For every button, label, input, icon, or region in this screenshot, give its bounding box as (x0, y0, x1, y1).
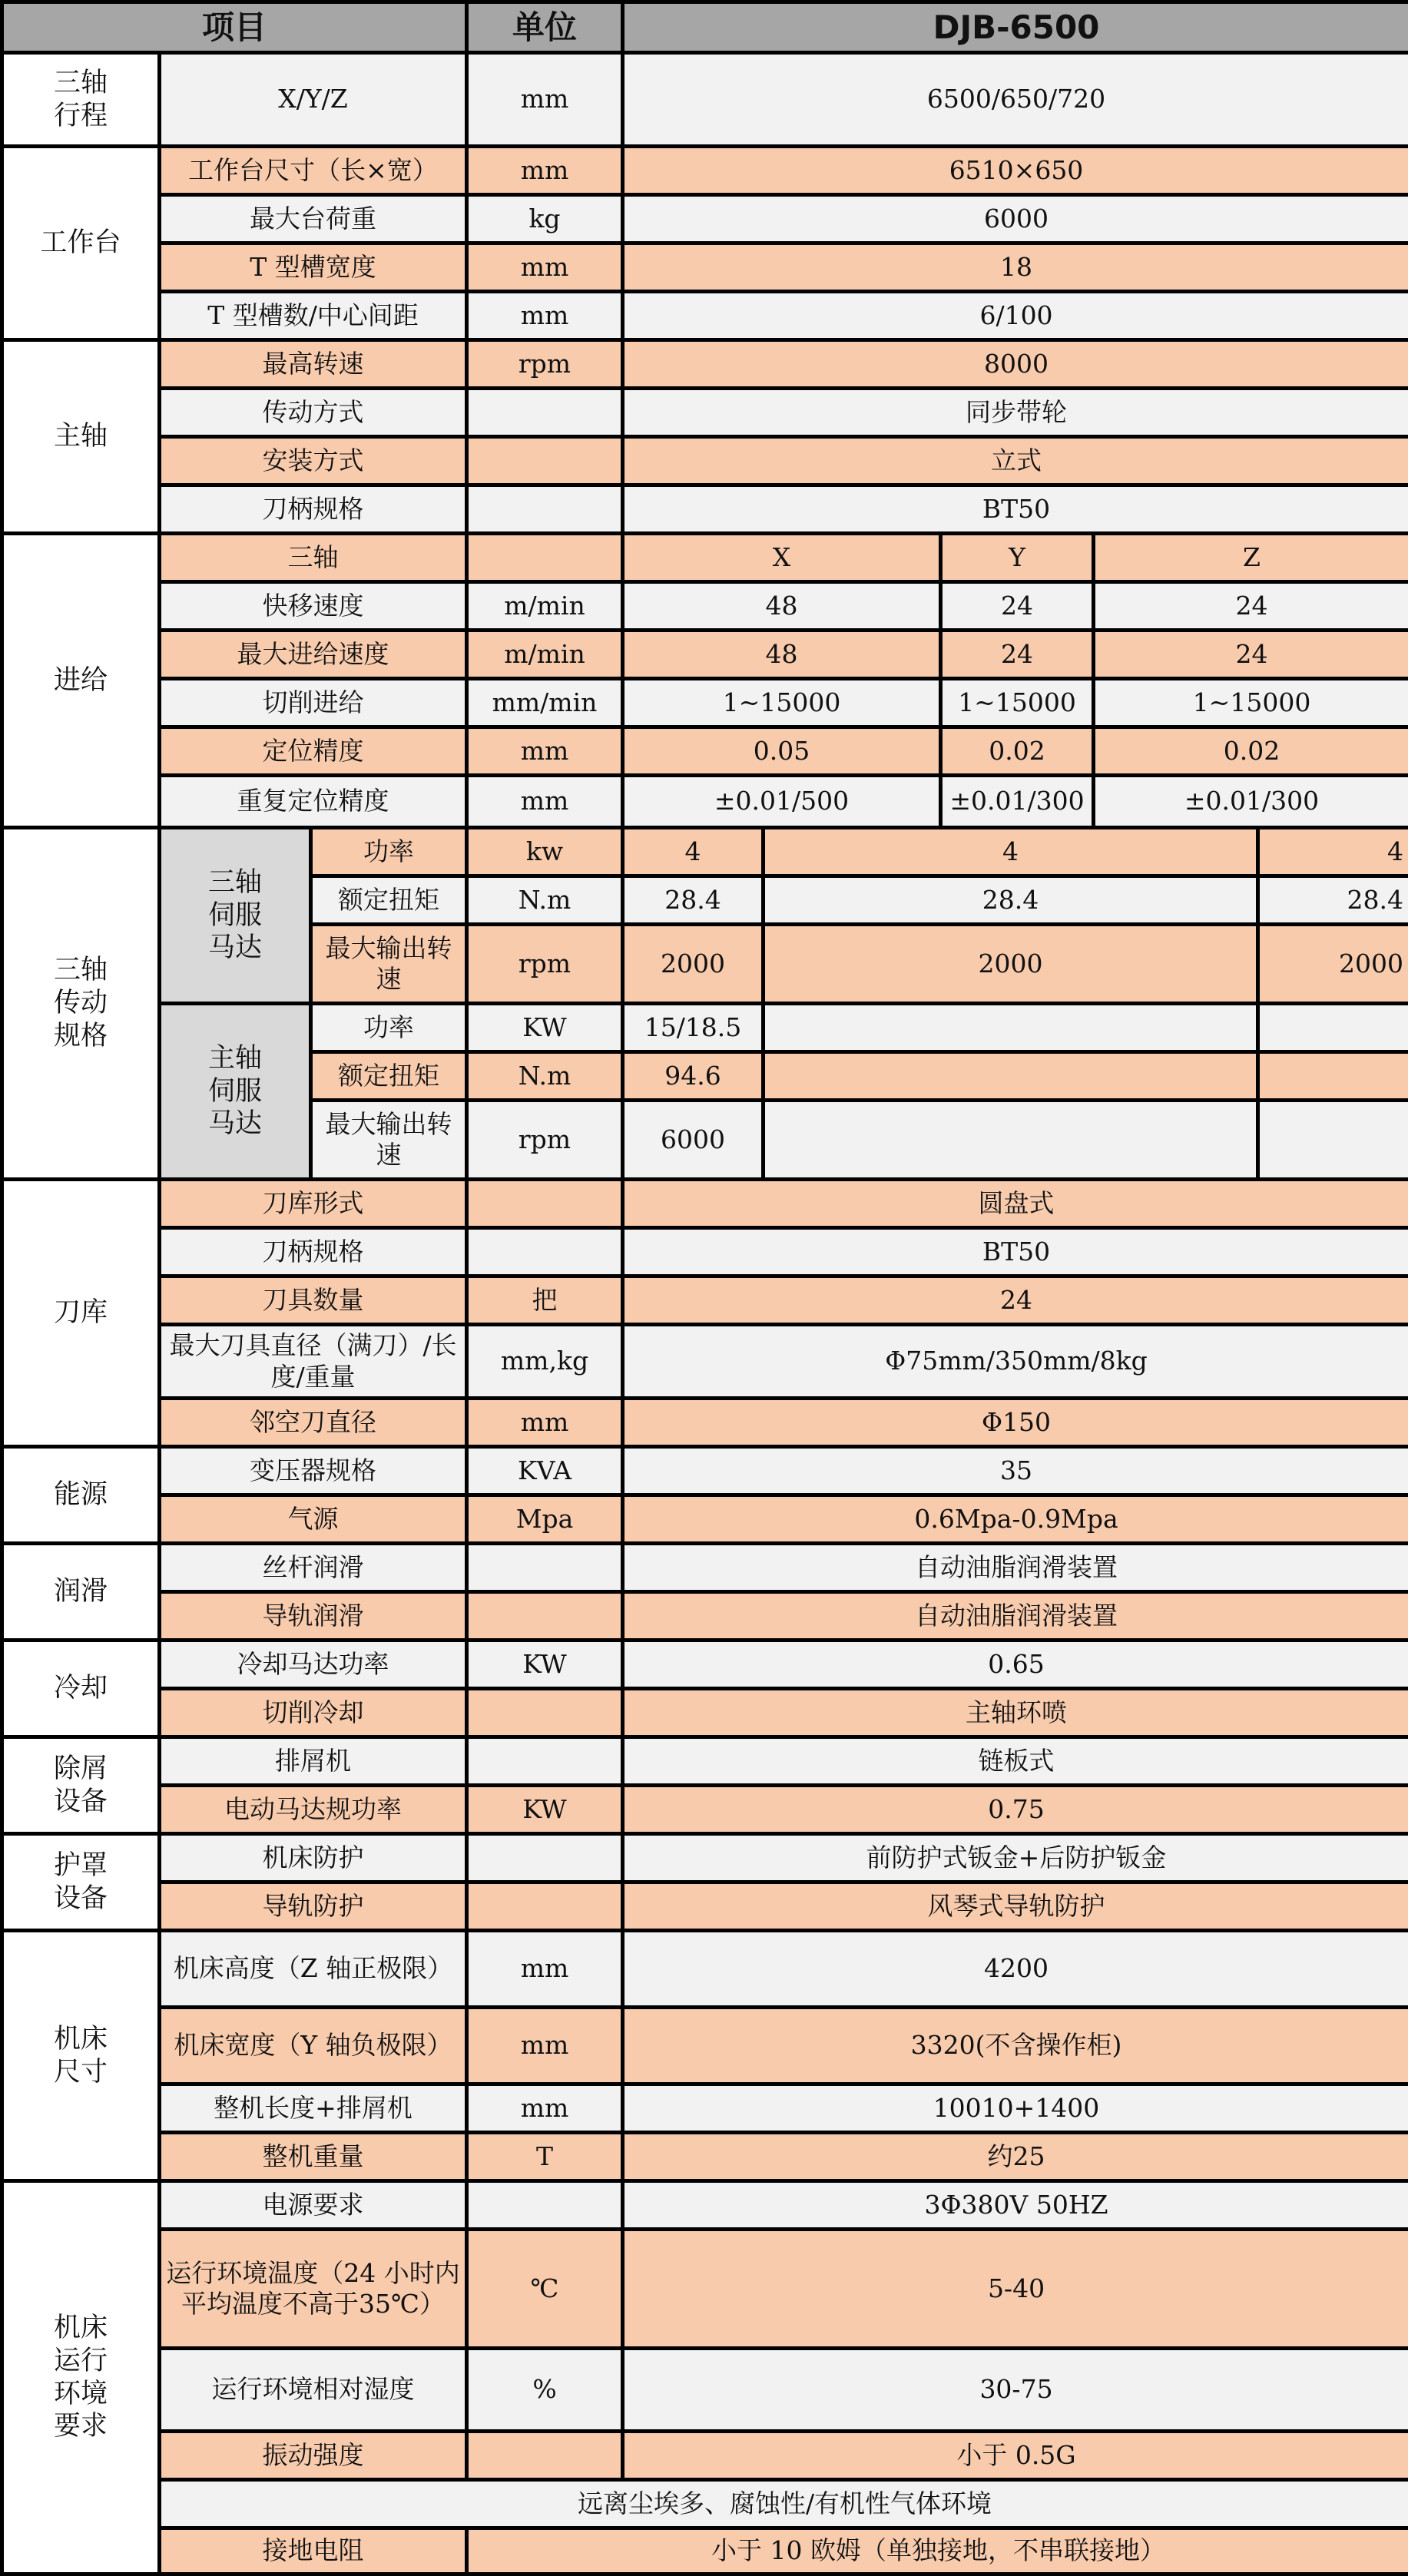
header-item: 项目 (2, 2, 467, 53)
axis-x-label: X (623, 534, 941, 582)
item-cell: 切削冷却 (160, 1689, 467, 1737)
table-row (2, 437, 1408, 485)
value-cell: 28.4 (1258, 876, 1408, 925)
unit-cell: mm (467, 53, 623, 147)
item-cell: 最大台荷重 (160, 195, 467, 243)
value-cell: 24 (941, 631, 1094, 679)
unit-cell: KW (467, 1004, 623, 1052)
table-row (2, 1399, 1408, 1447)
category-environment: 机床 运行 环境 要求 (2, 2181, 160, 2574)
value-cell: 0.65 (623, 1641, 1408, 1689)
unit-cell: ℃ (467, 2230, 623, 2349)
table-row (2, 2084, 1408, 2133)
value-cell: 6510×650 (623, 147, 1408, 195)
value-cell: Φ75mm/350mm/8kg (623, 1325, 1408, 1399)
table-row (2, 2349, 1408, 2432)
table-row (2, 389, 1408, 437)
header-model: DJB-6500 (623, 2, 1408, 53)
item-cell: T 型槽数/中心间距 (160, 292, 467, 340)
unit-cell: mm (467, 1399, 623, 1447)
empty-cell (1258, 1004, 1408, 1052)
item-cell: 定位精度 (160, 727, 467, 776)
environment-note: 远离尘埃多、腐蚀性/有机性气体环境 (160, 2480, 1408, 2528)
item-cell: 邻空刀直径 (160, 1399, 467, 1447)
item-cell: 排屑机 (160, 1737, 467, 1786)
unit-cell (467, 534, 623, 582)
unit-cell: N.m (467, 876, 623, 925)
item-cell: 导轨防护 (160, 1882, 467, 1931)
value-cell: 48 (623, 582, 941, 631)
item-cell: 接地电阻 (160, 2528, 467, 2574)
table-row (2, 1447, 1408, 1495)
value-cell: BT50 (623, 1228, 1408, 1276)
value-cell: BT50 (623, 485, 1408, 534)
category-drive: 三轴 传动 规格 (2, 828, 160, 1180)
item-cell: 最大进给速度 (160, 631, 467, 679)
unit-cell (467, 2432, 623, 2480)
value-cell: 6500/650/720 (623, 53, 1408, 147)
value-cell: 2000 (1258, 925, 1408, 1004)
unit-cell (467, 1689, 623, 1737)
value-cell: 1~15000 (623, 679, 941, 727)
value-cell: 2000 (764, 925, 1258, 1004)
value-cell: 6/100 (623, 292, 1408, 340)
value-cell: 小于 0.5G (623, 2432, 1408, 2480)
category-guard: 护罩 设备 (2, 1834, 160, 1931)
table-row (2, 147, 1408, 195)
axis-z-label: Z (1094, 534, 1408, 582)
item-cell: 电源要求 (160, 2181, 467, 2230)
category-size: 机床 尺寸 (2, 1931, 160, 2181)
empty-cell (764, 1052, 1258, 1101)
value-cell: 18 (623, 243, 1408, 292)
item-cell: 安装方式 (160, 437, 467, 485)
value-cell: 同步带轮 (623, 389, 1408, 437)
item-cell: 整机长度+排屑机 (160, 2084, 467, 2133)
unit-cell: rpm (467, 340, 623, 389)
table-row (2, 582, 1408, 631)
unit-cell: mm (467, 292, 623, 340)
category-spindle: 主轴 (2, 340, 160, 534)
unit-cell (467, 437, 623, 485)
value-cell: 0.02 (941, 727, 1094, 776)
value-cell: 4 (1258, 828, 1408, 876)
value-cell: 主轴环喷 (623, 1689, 1408, 1737)
table-row (2, 727, 1408, 776)
unit-cell: N.m (467, 1052, 623, 1101)
table-row (2, 631, 1408, 679)
unit-cell (467, 1544, 623, 1592)
item-cell: 丝杆润滑 (160, 1544, 467, 1592)
value-cell: 48 (623, 631, 941, 679)
unit-cell: mm (467, 727, 623, 776)
item-cell: 工作台尺寸（长×宽） (160, 147, 467, 195)
item-cell: 运行环境相对湿度 (160, 2349, 467, 2432)
table-row (2, 2181, 1408, 2230)
value-cell: ±0.01/300 (941, 776, 1094, 828)
value-cell: 28.4 (623, 876, 764, 925)
unit-cell: KW (467, 1786, 623, 1834)
value-cell: 4200 (623, 1931, 1408, 2008)
item-cell: 切削进给 (160, 679, 467, 727)
item-cell: 三轴 (160, 534, 467, 582)
unit-cell: mm,kg (467, 1325, 623, 1399)
unit-cell: mm (467, 2008, 623, 2084)
unit-cell: KW (467, 1641, 623, 1689)
table-row (2, 1004, 1408, 1052)
value-cell: 3Φ380V 50HZ (623, 2181, 1408, 2230)
table-row (2, 776, 1408, 828)
item-cell: 整机重量 (160, 2133, 467, 2181)
item-cell: 气源 (160, 1495, 467, 1544)
unit-cell (467, 389, 623, 437)
value-cell: 5-40 (623, 2230, 1408, 2349)
value-cell: 3320(不含操作柜) (623, 2008, 1408, 2084)
unit-cell: mm (467, 2084, 623, 2133)
item-cell: 振动强度 (160, 2432, 467, 2480)
value-cell: 30-75 (623, 2349, 1408, 2432)
table-row (2, 1931, 1408, 2008)
unit-cell (467, 485, 623, 534)
spindle-motor-label: 主轴 伺服 马达 (160, 1004, 311, 1180)
unit-cell (467, 1592, 623, 1641)
table-row (2, 2008, 1408, 2084)
item-cell: 重复定位精度 (160, 776, 467, 828)
empty-cell (1258, 1052, 1408, 1101)
unit-cell: rpm (467, 925, 623, 1004)
item-cell: 最高转速 (160, 340, 467, 389)
table-row (2, 1592, 1408, 1641)
table-row (2, 2480, 1408, 2528)
table-row (2, 1544, 1408, 1592)
value-cell: 链板式 (623, 1737, 1408, 1786)
category-travel: 三轴 行程 (2, 53, 160, 147)
unit-cell (467, 1228, 623, 1276)
value-cell: 24 (623, 1276, 1408, 1325)
category-magazine: 刀库 (2, 1180, 160, 1447)
value-cell: 立式 (623, 437, 1408, 485)
category-cooling: 冷却 (2, 1641, 160, 1737)
table-row (2, 679, 1408, 727)
table-row (2, 534, 1408, 582)
value-cell: 风琴式导轨防护 (623, 1882, 1408, 1931)
value-cell: 圆盘式 (623, 1180, 1408, 1228)
table-row (2, 1495, 1408, 1544)
category-feed: 进给 (2, 534, 160, 828)
unit-cell: mm (467, 776, 623, 828)
table-row (2, 195, 1408, 243)
unit-cell: m/min (467, 582, 623, 631)
table-row (2, 1641, 1408, 1689)
item-cell: 机床高度（Z 轴正极限） (160, 1931, 467, 2008)
unit-cell: KVA (467, 1447, 623, 1495)
value-cell: 小于 10 欧姆（单独接地，不串联接地） (467, 2528, 1408, 2574)
value-cell: 前防护式钣金+后防护钣金 (623, 1834, 1408, 1882)
item-cell: 刀柄规格 (160, 1228, 467, 1276)
value-cell: ±0.01/300 (1094, 776, 1408, 828)
value-cell: 约25 (623, 2133, 1408, 2181)
table-row (2, 1882, 1408, 1931)
category-lubrication: 润滑 (2, 1544, 160, 1641)
item-cell: 最大输出转速 (311, 1101, 467, 1180)
item-cell: 电动马达规功率 (160, 1786, 467, 1834)
table-row (2, 2432, 1408, 2480)
table-row (2, 1276, 1408, 1325)
unit-cell: Mpa (467, 1495, 623, 1544)
value-cell: 6000 (623, 195, 1408, 243)
unit-cell: kg (467, 195, 623, 243)
item-cell: 刀柄规格 (160, 485, 467, 534)
unit-cell: m/min (467, 631, 623, 679)
unit-cell: T (467, 2133, 623, 2181)
value-cell: 0.75 (623, 1786, 1408, 1834)
item-cell: 机床宽度（Y 轴负极限） (160, 2008, 467, 2084)
servo-motor-label: 三轴 伺服 马达 (160, 828, 311, 1004)
table-row (2, 53, 1408, 147)
item-cell: 刀库形式 (160, 1180, 467, 1228)
unit-cell: kw (467, 828, 623, 876)
unit-cell (467, 2181, 623, 2230)
item-cell: 功率 (311, 1004, 467, 1052)
table-row (2, 1180, 1408, 1228)
header-unit: 单位 (467, 2, 623, 53)
unit-cell: mm (467, 243, 623, 292)
item-cell: 快移速度 (160, 582, 467, 631)
table-row (2, 1786, 1408, 1834)
unit-cell (467, 1737, 623, 1786)
table-row (2, 1689, 1408, 1737)
value-cell: 6000 (623, 1101, 764, 1180)
value-cell: Φ150 (623, 1399, 1408, 1447)
unit-cell: % (467, 2349, 623, 2432)
category-energy: 能源 (2, 1447, 160, 1544)
value-cell: 0.05 (623, 727, 941, 776)
value-cell: 自动油脂润滑装置 (623, 1544, 1408, 1592)
value-cell: 1~15000 (1094, 679, 1408, 727)
empty-cell (764, 1004, 1258, 1052)
value-cell: 4 (623, 828, 764, 876)
unit-cell: mm/min (467, 679, 623, 727)
unit-cell: mm (467, 1931, 623, 2008)
table-row (2, 2528, 1408, 2574)
table-row (2, 1228, 1408, 1276)
value-cell: 自动油脂润滑装置 (623, 1592, 1408, 1641)
item-cell: T 型槽宽度 (160, 243, 467, 292)
table-row (2, 1737, 1408, 1786)
category-worktable: 工作台 (2, 147, 160, 340)
value-cell: 24 (1094, 582, 1408, 631)
value-cell: 8000 (623, 340, 1408, 389)
value-cell: 15/18.5 (623, 1004, 764, 1052)
table-row (2, 243, 1408, 292)
item-cell: 功率 (311, 828, 467, 876)
item-cell: 传动方式 (160, 389, 467, 437)
unit-cell (467, 1834, 623, 1882)
table-row (2, 340, 1408, 389)
item-cell: 冷却马达功率 (160, 1641, 467, 1689)
empty-cell (764, 1101, 1258, 1180)
item-cell: 变压器规格 (160, 1447, 467, 1495)
empty-cell (1258, 1101, 1408, 1180)
table-row (2, 2230, 1408, 2349)
table-row (2, 828, 1408, 876)
value-cell: 4 (764, 828, 1258, 876)
unit-cell: 把 (467, 1276, 623, 1325)
axis-y-label: Y (941, 534, 1094, 582)
item-cell: 刀具数量 (160, 1276, 467, 1325)
value-cell: 28.4 (764, 876, 1258, 925)
value-cell: 2000 (623, 925, 764, 1004)
unit-cell (467, 1882, 623, 1931)
item-cell: 最大输出转速 (311, 925, 467, 1004)
unit-cell: mm (467, 147, 623, 195)
value-cell: ±0.01/500 (623, 776, 941, 828)
value-cell: 0.6Mpa-0.9Mpa (623, 1495, 1408, 1544)
unit-cell: rpm (467, 1101, 623, 1180)
value-cell: 35 (623, 1447, 1408, 1495)
item-cell: 运行环境温度（24 小时内平均温度不高于35℃） (160, 2230, 467, 2349)
value-cell: 10010+1400 (623, 2084, 1408, 2133)
item-cell: 机床防护 (160, 1834, 467, 1882)
value-cell: 0.02 (1094, 727, 1408, 776)
item-cell: 导轨润滑 (160, 1592, 467, 1641)
unit-cell (467, 1180, 623, 1228)
item-cell: 最大刀具直径（满刀）/长度/重量 (160, 1325, 467, 1399)
table-row (2, 2133, 1408, 2181)
category-chip-removal: 除屑 设备 (2, 1737, 160, 1834)
table-row (2, 292, 1408, 340)
value-cell: 24 (941, 582, 1094, 631)
table-row (2, 1834, 1408, 1882)
header-row (2, 2, 1408, 53)
item-cell: 额定扭矩 (311, 1052, 467, 1101)
value-cell: 94.6 (623, 1052, 764, 1101)
item-cell: 额定扭矩 (311, 876, 467, 925)
value-cell: 1~15000 (941, 679, 1094, 727)
table-row (2, 1325, 1408, 1399)
item-cell: X/Y/Z (160, 53, 467, 147)
value-cell: 24 (1094, 631, 1408, 679)
table-row (2, 485, 1408, 534)
